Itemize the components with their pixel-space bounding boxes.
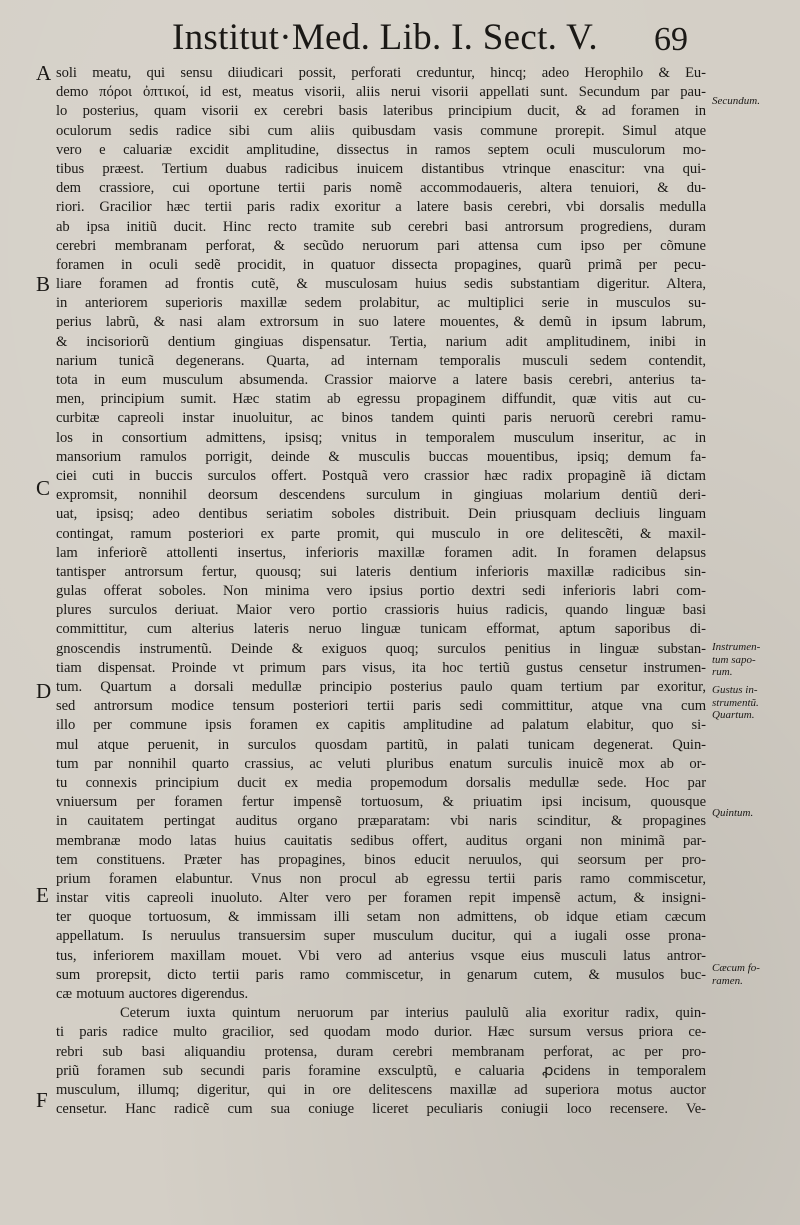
text-line: appellatum. Is neruulus transuersim super musculum ducitur, qui a iugali osse prona- [56,928,706,945]
section-marker-f: F [36,1088,48,1112]
main-text-block [56,64,706,1119]
text-line: instar vitis capreoli inuoluto. Alter vero per foramen repit impensẽ actum, & insigni- [56,890,706,907]
text-line: men, principium sumit. Hæc statim ab egressu propaginem diffundit, quæ vitis aut cu- [56,391,706,408]
margin-note-gustus-quartum [712,684,798,722]
section-marker-b: B [36,272,51,296]
margin-note-line: Quintum. [712,807,754,819]
text-line: contingat, ramum posteriori ex parte promit, qui musculo in ore delitescẽti, & maxil- [56,525,706,542]
text-line: rebri sub basi aliquandiu protensa, duram cerebri membranam perforat, ac per pro- [56,1043,706,1060]
text-line: perius labrũ, & nasi alam extrorsum in suo latere mouentes, & demũ in ipsum labrum, [56,314,706,331]
section-marker-d: D [36,679,52,703]
margin-note-line: rum. [712,666,733,678]
text-line: membranæ modo latas huius cauitatis sedibus offert, auditus organi non minimã par- [56,832,706,849]
text-line: musculum, illumq; digeritur, qui in ore delitescens maxillæ ad superiora motus auctor [56,1081,706,1098]
section-marker-e: E [36,883,49,907]
page-number: 69 [654,21,688,58]
text-line: expromsit, nonnihil deorsum descendens surculum in gingiuas molarium dentiũ deri- [56,487,706,504]
margin-note-line: tum sapo- [712,653,756,666]
margin-note-line: ramen. [712,974,743,987]
text-line: priũ foramen sub secundi paris foramine exsculptũ, e caluaria ꝓcidens in temporalem [56,1062,706,1079]
text-line: illo per commune ipsis foramen ex capitis amplitudine ad palatum elabitur, quo si- [56,717,706,734]
text-line: oculorum sedis radice sibi cum aliis quibusdam vasis commune prorepit. Simul atque [56,122,706,139]
text-line: ab ipsa initiũ ducit. Hinc recto tramite sub cerebri basi antrorsum progrediens, duram [56,218,706,235]
text-line: narium tunicã degenerans. Quarta, ad internam temporalis musculi sedem contendit, [56,352,706,369]
text-line: lam inferiorẽ attollenti insertus, inferioris maxillæ foramen adit. In foramen delapsus [56,544,706,561]
text-line: mansorium ramulos porrigit, deinde & musculis buccas mouentibus, ipsiq; demum fa- [56,448,706,465]
section-marker-a: A [36,61,52,85]
text-line: in cauitatem pertingat auditus organo præparatam: vbi naris scinditur, & propagines [56,813,706,830]
text-line: vniuersum per foramen fertur impensẽ tortuosum, & priuatim ipsi incisum, quousque [56,794,706,811]
text-line: liare foramen ad frontis cutẽ, & musculosam huius sedis substantiam digeritur. Altera, [56,276,706,293]
text-line: dem crassiore, cui oportune tertii paris nomẽ accommodaueris, altera tenuiori, & du- [56,180,706,197]
text-line: lo posterius, quam visorii ex cerebri basis lateribus principium ducit, & ad foramen in [56,103,706,120]
text-line: tantisper antrorsum fertur, quousq; sui lateris dentium inferioris maxillæ radicibus sin- [56,563,706,580]
text-line: tum par nonnihil quarto crassius, ac veluti pluribus enatum surculis inuicẽ mox ab or- [56,755,706,772]
text-line: tem constituens. Præter has propagines, binos educit neruulos, qui seorsum per pro- [56,851,706,868]
section-marker-c: C [36,476,51,500]
text-line: soli meatu, qui sensu diiudicari possit, perforati creduntur, hincq; adeo Herophilo & Eu- [56,65,706,81]
text-line: uat, ipsisq; adeo dentibus seriatim soboles distribuit. Dein priusquam decliuis linguam [56,506,706,523]
text-line: committitur, cum alterius lateris neruo linguæ tunicam efformat, aptum saporibus di- [56,621,706,638]
margin-note-secundum [712,95,798,108]
margin-note-line: Quartum. [712,709,755,721]
text-line: tus, inferiorem maxillam mouet. Vbi vero ad anterius vsque eius musculi latus antror- [56,947,706,964]
text-line: ti paris radice multo gracilior, sed quodam modo durior. Hæc sursum versus priora ce- [56,1024,706,1041]
text-line: ter quoque tortuosum, & immissam illi setam non admittens, ob idque etiam cæcum [56,909,706,926]
text-line: censetur. Hanc radicẽ cum sua coniuge liceret peculiaris coniugii loco recensere. Ve- [56,1101,706,1118]
text-line: Ceterum iuxta quintum neruorum par interius paululũ alia exoritur radix, quin- [120,1005,706,1022]
text-line: tu connexis principium ducit ex media propemodum dorsalis medullæ sede. Hoc par [56,774,706,791]
margin-note-line: Gustus in- [712,684,758,696]
text-line: ciei cuti in buccis surculos offert. Postquã vero crassior hæc radix propaginẽ iã dictam [56,467,706,484]
text-line: demo πόροι ὀπτικοί, id est, meatus visorii, aliis nerui visorii appellati sunt. Secundum par pau- [56,84,706,101]
text-line: gulas offerat soboles. Non minima vero ipsius portio dextri sedi inferioris labri com- [56,583,706,600]
margin-note-caecum-foramen [712,962,798,987]
text-line: vero e caluariæ excidit amplitudine, dissectus in ramos septem oculi musculorum mo- [56,141,706,158]
text-line: curbitæ capreoli instar inuoluitur, ac binos tandem quinti paris neruorũ cerebri ramu- [56,410,706,427]
text-line: foramen in oculi sedẽ procidit, in quatuor dissecta propagines, quarũ primã per pecu- [56,256,706,273]
text-line: & incisoriorũ dentium gingiuas dispensatur. Tertia, narium adit amplitudinem, inibi in [56,333,706,350]
text-line: riori. Gracilior hæc tertii paris radix exoritur a latere basis cerebri, vbi dorsalis medulla [56,199,706,216]
text-line: tiam dispensat. Proinde vt primum pars visus, ita hoc tertiũ gustus censetur instrumen- [56,659,706,676]
text-line: plures surculos deriuat. Maior vero portio crassioris huius radicis, quando linguæ basi [56,602,706,619]
margin-note-line: strumentũ. [712,696,759,709]
margin-note-quintum [712,807,798,820]
text-line: sum prorepsit, dicto tertii paris ramo commiscetur, in genarum cutem, & musulos buc- [56,966,706,983]
text-line: prium foramen elabuntur. Vnus non procul ab egressu tertii paris ramo commiscetur, [56,870,706,887]
margin-note-instrumentum-saporum [712,641,798,679]
text-line: los in consortium admittens, ipsisq; vnitus in temporalem musculum inseritur, ac in [56,429,706,446]
text-line: tota in eum musculum absumenda. Crassior maiorve a latere basis cerebri, anterius ta- [56,372,706,388]
text-line: cæ motuum auctores digerendus. [56,986,249,1002]
text-line: sed antrorsum modice tensum posteriori tertii paris sedi committitur, atque vna cum [56,698,706,715]
text-line: gnoscendis instrumentũ. Deinde & exiguos quoq; surculos penitius in linguæ substan- [56,640,706,657]
running-title: Institut·Med. Lib. I. Sect. V. [172,17,598,58]
text-line: tibus præest. Tertium duabus radicibus inuicem distantibus vtrinque enascitur: vna qui- [56,160,706,177]
margin-note-line: Secundum. [712,95,760,107]
text-line: in anteriorem superioris maxillæ sedem prolabitur, ac multiplici serie in musculos su- [56,295,706,312]
text-line: tum. Quartum a dorsali medullæ principio posterius paulo quam tertium par exoritur, [56,679,706,695]
margin-note-line: Cæcum fo- [712,962,760,974]
margin-note-line: Instrumen- [712,641,761,653]
text-line: mul atque peruenit, in surculos quosdam partitũ, in palati tunicam degenerat. Quin- [56,736,706,753]
text-line: cerebri membranam perforat, & secũdo neruorum pari attensa cum ipso per cõmune [56,237,706,254]
